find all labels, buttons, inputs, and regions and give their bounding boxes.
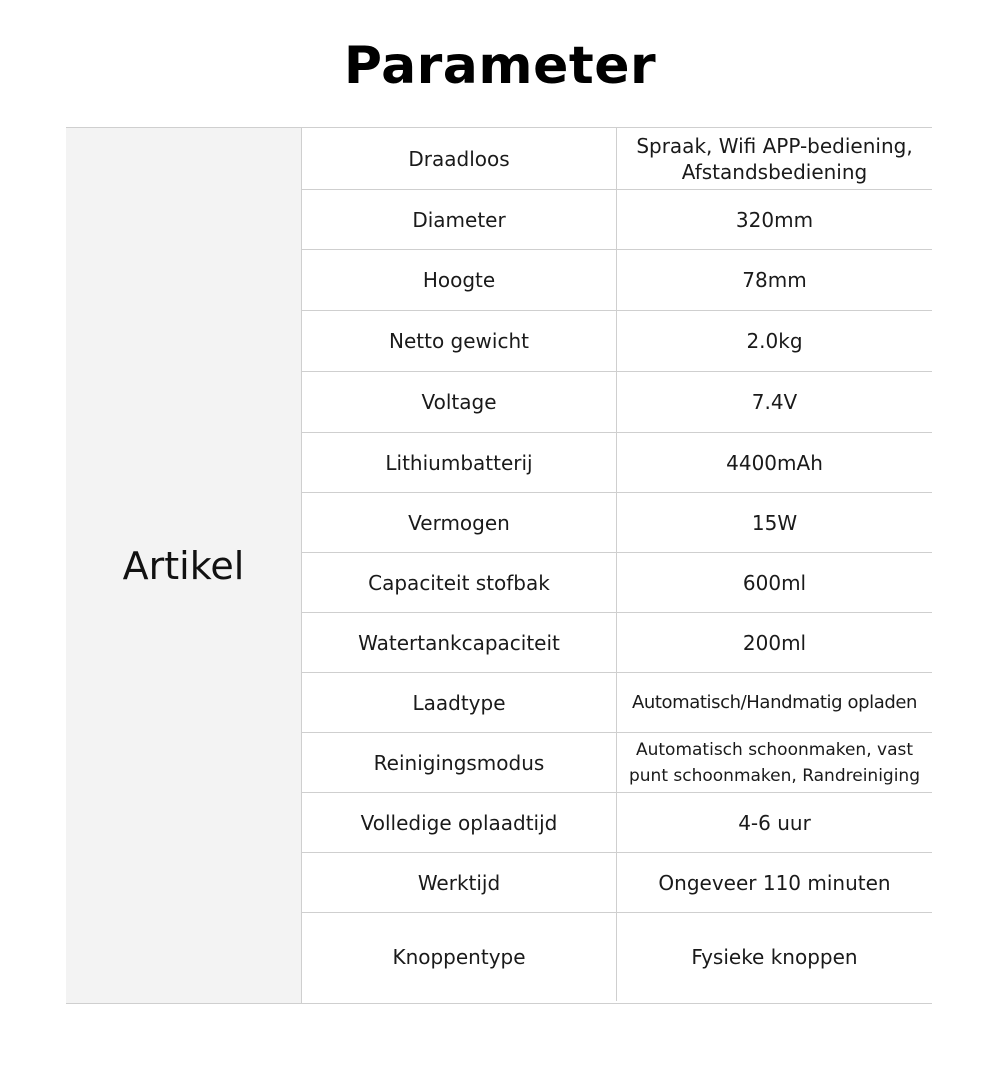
spec-name: Draadloos [302, 128, 617, 189]
group-label: Artikel [122, 543, 245, 588]
spec-name: Volledige oplaadtijd [302, 793, 617, 852]
table-row [302, 853, 932, 913]
spec-name: Voltage [302, 372, 617, 432]
spec-value: Automatisch schoonmaken, vast punt schoonmaken, Randreiniging [628, 739, 921, 786]
spec-name: Lithiumbatterij [302, 433, 617, 492]
table-row [302, 372, 932, 433]
spec-name: Laadtype [302, 673, 617, 732]
spec-value: 200ml [742, 630, 807, 655]
spec-value: 320mm [735, 207, 814, 232]
spec-value: 600ml [742, 570, 807, 595]
spec-name: Knoppentype [302, 913, 617, 1001]
spec-value: 15W [751, 510, 798, 535]
spec-name: Netto gewicht [302, 311, 617, 371]
spec-name: Diameter [302, 190, 617, 249]
spec-value: Spraak, Wifi APP-bediening, Afstandsbediening [636, 133, 913, 184]
table-row [302, 553, 932, 613]
spec-value: Automatisch/Handmatig opladen [631, 691, 918, 713]
spec-value: 2.0kg [746, 329, 803, 353]
spec-rows [302, 128, 932, 1001]
table-row [302, 493, 932, 553]
spec-name: Capaciteit stofbak [302, 553, 617, 612]
table-row [302, 433, 932, 493]
table-row [302, 190, 932, 250]
spec-value: Ongeveer 110 minuten [658, 870, 891, 895]
spec-name: Reinigingsmodus [302, 733, 617, 792]
spec-name: Hoogte [302, 250, 617, 310]
table-row [302, 793, 932, 853]
table-row [302, 128, 932, 190]
spec-value: 4400mAh [726, 450, 823, 475]
table-row [302, 733, 932, 793]
spec-table [66, 127, 932, 1004]
table-row [302, 613, 932, 673]
spec-name: Werktijd [302, 853, 617, 912]
spec-value: Fysieke knoppen [691, 945, 858, 969]
spec-value: 78mm [742, 268, 807, 292]
table-row [302, 673, 932, 733]
table-row [302, 311, 932, 372]
spec-value: 4-6 uur [738, 810, 811, 835]
table-row [302, 913, 932, 1001]
spec-name: Watertankcapaciteit [302, 613, 617, 672]
spec-name: Vermogen [302, 493, 617, 552]
table-row [302, 250, 932, 311]
page-title: Parameter [343, 36, 657, 96]
group-label-cell [66, 128, 302, 1003]
spec-value: 7.4V [751, 390, 798, 414]
